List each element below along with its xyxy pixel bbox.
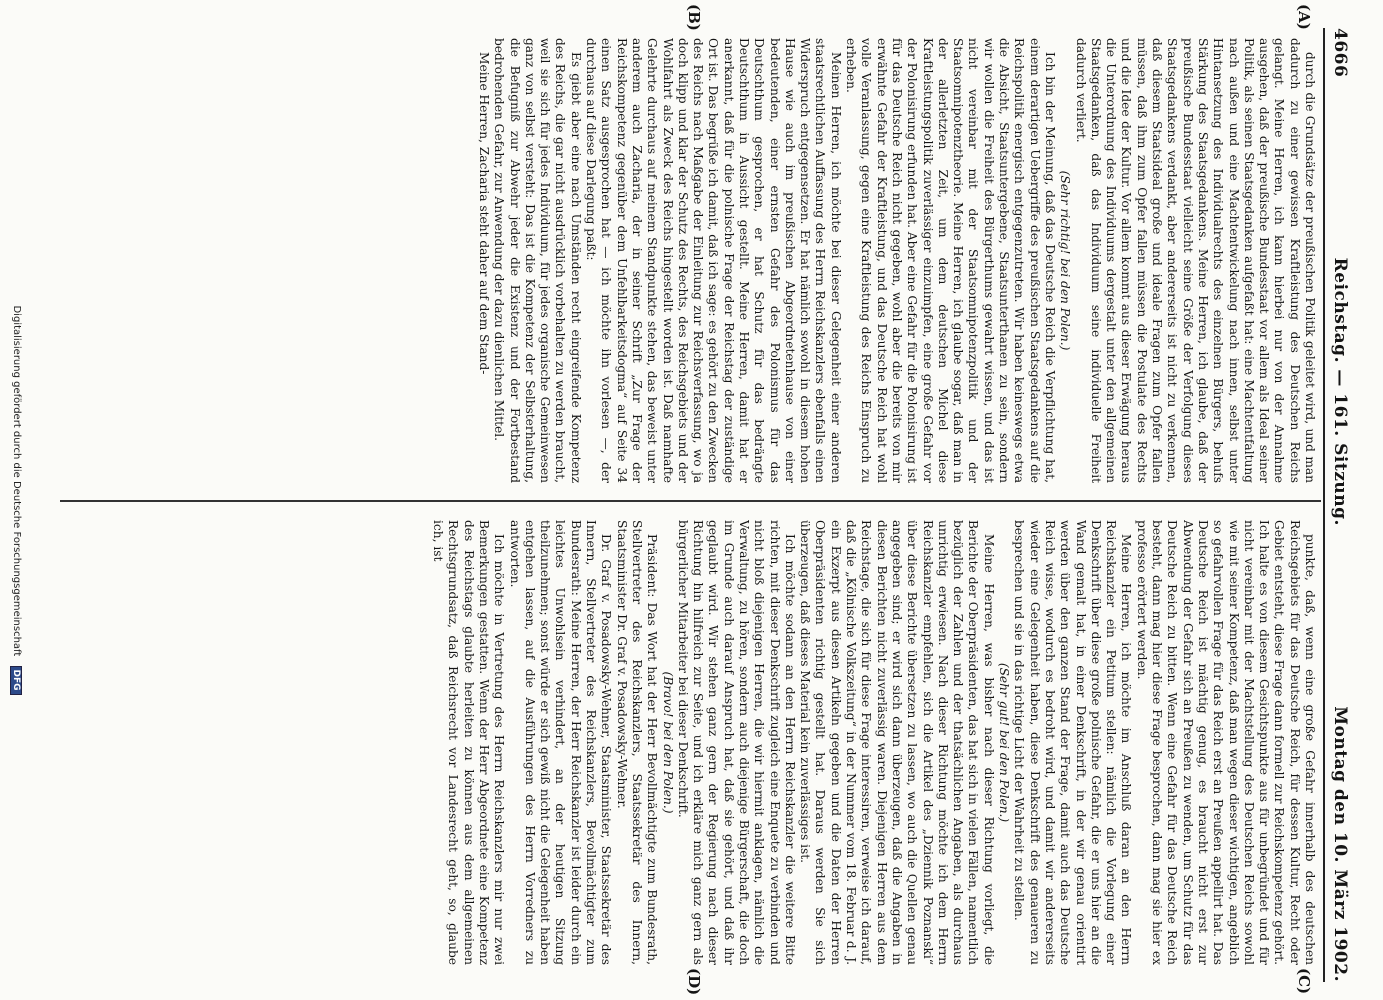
margin-marker-a: (A): [1295, 4, 1313, 30]
session-date: Montag den 10. März 1902.: [1330, 706, 1350, 982]
interjection: (Sehr richtig! bei den Polen.): [1058, 170, 1073, 351]
session-title: Reichstag. — 161. Sitzung.: [1330, 257, 1350, 526]
interjection: (Bravo! bei den Polen.): [660, 671, 675, 814]
right-column: [60, 520, 1317, 965]
paragraph: punkte, daß, wenn eine große Gefahr innerhalb des deutschen Reichsgebiets für das Deutsche Reich, für dessen Kultur, Recht oder Gebiet entsteht, diese Frage dann formell zur Reichskompetenz gehört. Ich halte es von diesem Gesichtspunkte aus für unbegründet und für nicht vereinbar mit der Machtstellung des Deutschen Reichs sowohl wie mit seiner Kompetenz, daß man wegen dieser wichtigen, angeblich so gefahrvollen Frage für das Reich erst an Preußen appellirt hat. Das Deutsche Reich ist mächtig genug, es braucht nicht erst zur Abwendung der Gefahr sich an Preußen zu wenden, um Schutz für das Deutsche Reich zu bitten. Wenn eine Gefahr für das Deutsche Reich besteht, dann mag hier diese Frage besprochen, dann mag sie hier ex professo erörtert werden.: [1134, 520, 1317, 965]
paragraph: Ich möchte sodann an den Herrn Reichskanzler die weitere Bitte richten, mit dieser Denkschrift zugleich eine Enquete zu verbinden und nicht bloß diejenigen Herren, die wir hiermit anklagen, nämlich die Verwaltung, zu hören, sondern auch diejenige Bürgerschaft, die doch im Grunde auch darauf Anspruch hat, daß sie gehört, und daß ihr geglaubt wird. Wir stehen ganz gern der Regierung nach dieser Richtung hin hilfreich zur Seite, und ich erkläre mich ganz gern als bürgerlicher Mitarbeiter bei dieser Denkschrift.: [675, 520, 797, 965]
paragraph: Ich möchte in Vertretung des Herrn Reichskanzlers mir nur zwei Bemerkungen gestatten. Wenn der Herr Abgeordnete eine Kompetenz des Reichstags glaubte herleiten zu können aus dem allgemeinen Rechtsgrundsatz, daß Reichsrecht vor Landesrecht geht, so, glaube ich, ist: [431, 520, 507, 965]
paragraph: Meinen Herren, ich möchte bei dieser Gelegenheit einer anderen staatsrechtlichen Auffassung des Herrn Reichskanzlers ebenfalls einen Widerspruch entgegensetzen. Er hat nämlich sowohl in diesem hohen Hause wie auch im preußischen Abgeordnetenhause von einer bedeutenden, einer ernsten Gefahr des Polonismus für das Deutschthum gesprochen, er hat Schutz für das bedrängte Deutschthum in Aussicht gestellt. Meine Herren, damit hat er anerkannt, daß für die polnische Frage der Reichstag der zuständige Ort ist. Das begrüße ich damit, daß ich sage: es gehört zu den Zwecken des Reichs nach Maßgabe der Einleitung zur Reichsverfassung, wo ja doch klipp und klar der Schutz des Rechts, des Reichsgebiets und der Wohlfahrt als Zweck des Reichs hingestellt worden ist. Daß namhafte Gelehrte durchaus auf meinem Standpunkte stehen, das beweist unter anderem auch Zacharia, der in seiner Schrift „Zur Frage der Reichskompetenz gegenüber dem Unfehlbarkeitsdogma“ auf Seite 34 einen Satz ausgesprochen hat — ich möchte ihn vorlesen —, der durchaus auf diese Darlegung paßt:: [584, 38, 843, 483]
speaker-paragraph: Präsident: Das Wort hat der Herr Bevollmächtigte zum Bundesrath, Stellvertreter des Reichskanzlers, Staatssekretär des Innern, Staatsminister Dr. Graf v. Posadowsky-Wehner.: [614, 520, 660, 965]
paragraph: durch die Grundsätze der preußischen Politik geleitet wird, und man dadurch zu einer gewissen Kraftleistung des Deutschen Reichs gelangt. Meine Herren, ich kann hierbei nur von der Annahme ausgehen, daß der preußische Bundesstaat vor allem als Ideal seiner Politik, als seinen Staatsgedanken aufgefaßt hat: eine Machtentfaltung nach außen und eine Machtentwickelung nach innen, selbst unter Hintansetzung des Individualrechts des einzelnen Bürgers, behufs Stärkung des Staatsgedankens. Meine Herren, ich glaube, daß der preußische Bundesstaat vielleicht seine Größe der Verfolgung dieses Staatsgedankens verdankt, aber andererseits ist nicht zu verkennen, daß diesem Staatsideal große und ideale Fragen zum Opfer fallen müssen, daß ihm zum Opfer fallen müssen die Postulate des Rechts und die Idee der Kultur. Vor allem kommt aus dieser Erwägung heraus die Unterordnung des Individuums dergestalt unter den allgemeinen Staatsgedanken, daß das Individuum seine individuelle Freiheit dadurch verliert.: [1073, 38, 1317, 483]
left-column: [60, 38, 1317, 483]
margin-marker-d: (D): [685, 968, 703, 996]
quotation: Es giebt aber eine nach Umständen recht eingreifende Kompetenz des Reichs, die gar nicht ausdrücklich vorbehalten zu werden braucht, weil sie sich für jedes Individuum, für jedes organische Gemeinwesen ganz von selbst versteht: Das ist die Kompetenz der Selbsterhaltung, die Befugniß zur Abwehr jeder die Existenz und der Fortbestand bedrohenden Gefahr, zur Anwendung der dazu dienlichen Mittel.: [492, 38, 583, 483]
paragraph: Meine Herren, Zacharia steht daher auf dem Stand-: [476, 52, 491, 375]
speaker-paragraph: Dr. Graf v. Posadowsky-Wehner, Staatsminister, Staatssekretär des Innern, Stellvertreter des Reichskanzlers, Bevollmächtigter zum Bundesrath: Meine Herren, der Herr Reichskanzler ist leider durch ein leichtes Unwohlsein verhindert, an der heutigen Sitzung theilzunehmen; sonst würde er sich gewiß nicht die Gelegenheit haben entgehen lassen, auf die Ausführungen des Herrn Vorredners zu antworten.: [507, 520, 614, 965]
column-divider: [60, 500, 1321, 502]
margin-marker-b: (B): [685, 4, 703, 31]
page-number: 4666: [1330, 28, 1350, 78]
margin-marker-c: (C): [1295, 968, 1313, 995]
paragraph: Meine Herren, was bisher nach dieser Richtung vorliegt, die Berichte der Oberpräsidenten, das hat sich in vielen Fällen, namentlich bezüglich der Zahlen und der thatsächlichen Angaben, als durchaus unrichtig erwiesen. Nach dieser Richtung möchte ich dem Herrn Reichskanzler empfehlen, sich die Artikel des „Dziennik Poznanski“ über diese Berichte übersetzen zu lassen, wo auch die Quellen genau angegeben sind; er wird sich dann überzeugen, daß die Angaben in diesen Berichten nicht zuverlässig waren. Diejenigen Herren aus dem Reichstage, die sich für diese Frage interessiren, verweise ich darauf, daß die „Kölnische Volkszeitung“ in der Nummer vom 18. Februar d. J. ein Exzerpt aus diesen Artikeln gegeben und die Daten der Herren Oberpräsidenten richtig gestellt hat. Daraus werden Sie sich überzeugen, daß dieses Material kein zuverlässiges ist.: [798, 520, 996, 965]
paragraph: Meine Herren, ich möchte im Anschluß daran an den Herrn Reichskanzler ein Petitum stellen: nämlich die Vorlegung einer Denkschrift über diese große polnische Gefahr, die er uns hier an die Wand gemalt hat, in einer Denkschrift, in der wir genau orientirt werden über den ganzen Stand der Frage, damit auch das Deutsche Reich wisse, wodurch es bedroht wird, und damit wir andererseits wieder eine Gelegenheit haben, diese Denkschrift des genaueren zu besprechen und sie in das richtige Licht der Wahrheit zu stellen.: [1012, 520, 1134, 965]
digitization-footer: [10, 0, 22, 1000]
paragraph: Ich bin der Meinung, daß das Deutsche Reich die Verpflichtung hat, einem derartigen Uebergriffe des preußischen Staatsgedankens auf die Reichspolitik energisch entgegenzutreten. Wir haben keineswegs etwa die Absicht, Staatsuntergebene, Staatsunterthanen zu sein, sondern wir wollen die Freiheit des Bürgerthums gewahrt wissen, und das ist nicht vereinbar mit der Staatsomnipotenzpolitik und der Staatsomnipotenztheorie. Meine Herren, ich glaube sogar, daß man in der allerletzten Zeit, um dem deutschen Michel diese Kraftleistungspolitik zuverlässiger einzuimpfen, eine große Gefahr vor der Polonisirung erfunden hat. Aber eine Gefahr für die Polonisirung ist für das Deutsche Reich nicht gegeben, wohl aber die bereits von mir erwähnte Gefahr der Kraftleistung, und das Deutsche Reich hat wohl volle Veranlassung, gegen eine Kraftleistung des Reichs Einspruch zu erheben.: [844, 38, 1057, 483]
dfg-logo-icon: DFG: [10, 666, 22, 695]
page-header: [1323, 28, 1355, 982]
footer-text: Digitalisierung gefördert durch die Deutsche Forschungsgemeinschaft: [11, 305, 22, 657]
interjection: (Sehr gut! bei den Polen.): [997, 662, 1012, 823]
